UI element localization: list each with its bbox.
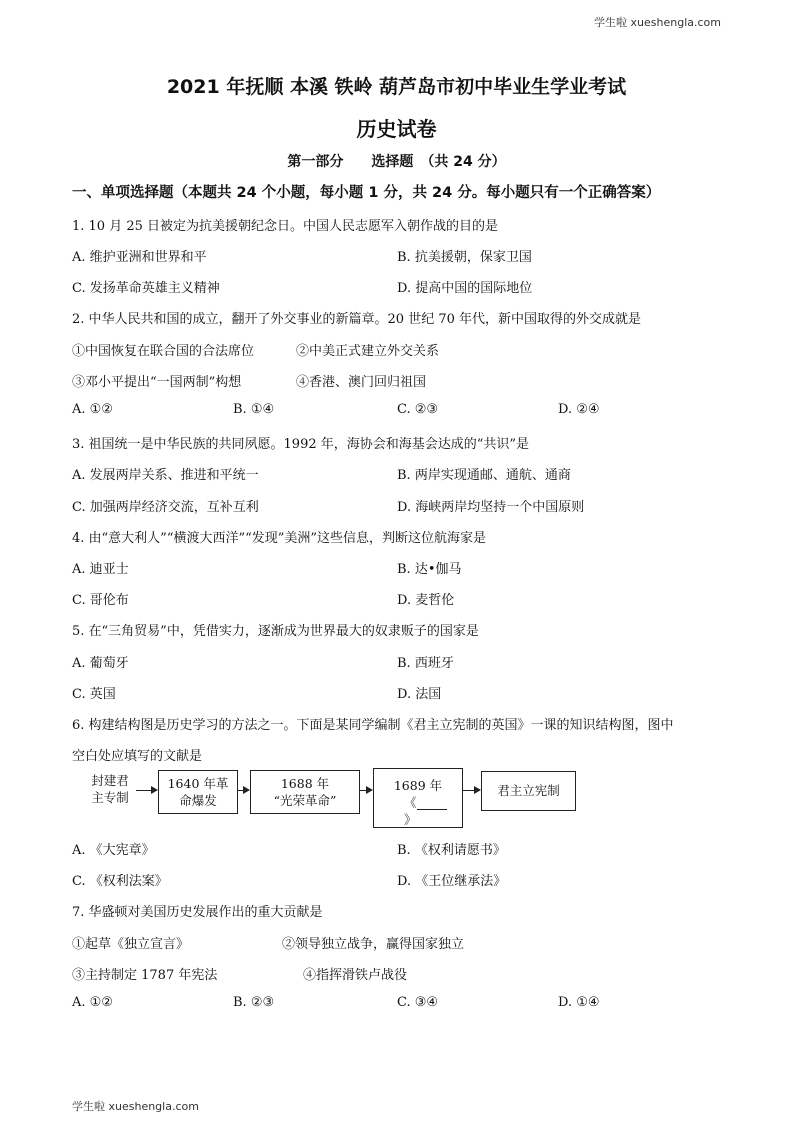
q1-option-d: D. 提高中国的国际地位 [397,281,533,296]
page-subtitle: 历史试卷 [356,117,437,141]
q4-option-b: B. 达•伽马 [397,562,462,577]
q5-stem: 5. 在“三角贸易”中，凭借实力，逐渐成为世界最大的奴隶贩子的国家是 [72,624,479,639]
arrow-4 [463,790,474,791]
q7-stem: 7. 华盛顿对美国历史发展作出的重大贡献是 [72,905,323,920]
page-title: 2021 年抚顺 本溪 铁岭 葫芦岛市初中毕业生学业考试 [166,76,627,98]
q6-option-a: A. 《大宪章》 [72,843,155,858]
node-glorious-revolution [250,770,360,814]
node-feudal-monarchy-line1: 封建君 [91,773,129,788]
node-revolution-1640-line2: 命爆发 [179,793,217,808]
section-heading: 一、单项选择题（本题共 24 个小题，每小题 1 分，共 24 分。每小题只有一个正确答案） [72,185,661,201]
q4-option-c: C. 哥伦布 [72,593,129,608]
q5-option-a: A. 葡萄牙 [72,656,129,671]
node-1689-line1: 1689 年 [393,778,443,793]
q5-option-d: D. 法国 [397,687,442,702]
arrow-1-head [151,786,158,794]
q2-option-b: B. ①④ [233,402,275,417]
node-1689-open-bracket: 《 [404,795,417,810]
node-revolution-1640 [158,770,238,814]
node-glorious-revolution-line2: “光荣革命” [273,793,337,808]
arrow-3-head [366,786,373,794]
arrow-4-head [474,786,481,794]
node-constitutional-monarchy: 君主立宪制 [481,771,576,811]
q7-statement-2: ②领导独立战争，赢得国家独立 [282,937,465,952]
q6-stem-line2: 空白处应填写的文献是 [72,749,203,764]
q7-statement-4: ④指挥滑铁卢战役 [303,968,408,983]
q7-option-c: C. ③④ [397,995,439,1010]
q4-stem: 4. 由“意大利人”“横渡大西洋”“发现”美洲”这些信息，判断这位航海家是 [72,531,487,546]
q3-stem: 3. 祖国统一是中华民族的共同夙愿。1992 年，海协会和海基会达成的“共识”是 [72,437,530,452]
q7-option-b: B. ②③ [233,995,275,1010]
node-1689-line2 [374,794,462,811]
q2-option-c: C. ②③ [397,402,439,417]
q6-option-c: C. 《权利法案》 [72,874,168,889]
node-feudal-monarchy-line2: 主专制 [91,790,129,805]
q4-option-a: A. 迪亚士 [72,562,129,577]
blank-line [417,797,447,810]
q6-stem-line1: 6. 构建结构图是历史学习的方法之一。下面是某同学编制《君主立宪制的英国》一课的知识结构图，图中 [72,718,674,733]
q2-statement-4: ④香港、澳门回归祖国 [296,375,427,390]
q1-option-a: A. 维护亚洲和世界和平 [72,250,207,265]
q7-statement-3: ③主持制定 1787 年宪法 [72,968,218,983]
node-1689-blank [373,768,463,828]
q3-option-d: D. 海峡两岸均坚持一个中国原则 [397,500,585,515]
q4-option-d: D. 麦哲伦 [397,593,455,608]
node-revolution-1640-line1: 1640 年革 [167,776,229,791]
q1-stem: 1. 10 月 25 日被定为抗美援朝纪念日。中国人民志愿军入朝作战的目的是 [72,219,499,234]
q3-option-c: C. 加强两岸经济交流，互补互利 [72,500,259,515]
q2-stem: 2. 中华人民共和国的成立，翻开了外交事业的新篇章。20 世纪 70 年代，新中国取得的外交成就是 [72,312,642,327]
q7-statement-1: ①起草《独立宣言》 [72,937,190,952]
q2-option-d: D. ②④ [558,402,600,417]
q7-option-a: A. ①② [72,995,113,1010]
q2-statement-3: ③邓小平提出“一国两制”构想 [72,375,242,390]
node-glorious-revolution-line1: 1688 年 [280,776,330,791]
q5-option-c: C. 英国 [72,687,116,702]
q6-option-b: B. 《权利请愿书》 [397,843,506,858]
arrow-2-head [243,786,250,794]
q7-option-d: D. ①④ [558,995,600,1010]
part-heading: 第一部分 选择题 （共 24 分） [287,154,506,170]
q2-statement-1: ①中国恢复在联合国的合法席位 [72,344,255,359]
footer-site: 学生啦 xueshengla.com [72,1100,199,1113]
arrow-1 [136,790,151,791]
q3-option-a: A. 发展两岸关系、推进和平统一 [72,468,259,483]
q3-option-b: B. 两岸实现通邮、通航、通商 [397,468,571,483]
q5-option-b: B. 西班牙 [397,656,454,671]
q1-option-c: C. 发扬革命英雄主义精神 [72,281,220,296]
q6-option-d: D. 《王位继承法》 [397,874,507,889]
node-1689-line3: 》 [404,812,417,827]
q1-option-b: B. 抗美援朝，保家卫国 [397,250,532,265]
q2-statement-2: ②中美正式建立外交关系 [296,344,440,359]
header-site: 学生啦 xueshengla.com [594,16,721,29]
q2-option-a: A. ①② [72,402,113,417]
node-feudal-monarchy [80,772,140,806]
